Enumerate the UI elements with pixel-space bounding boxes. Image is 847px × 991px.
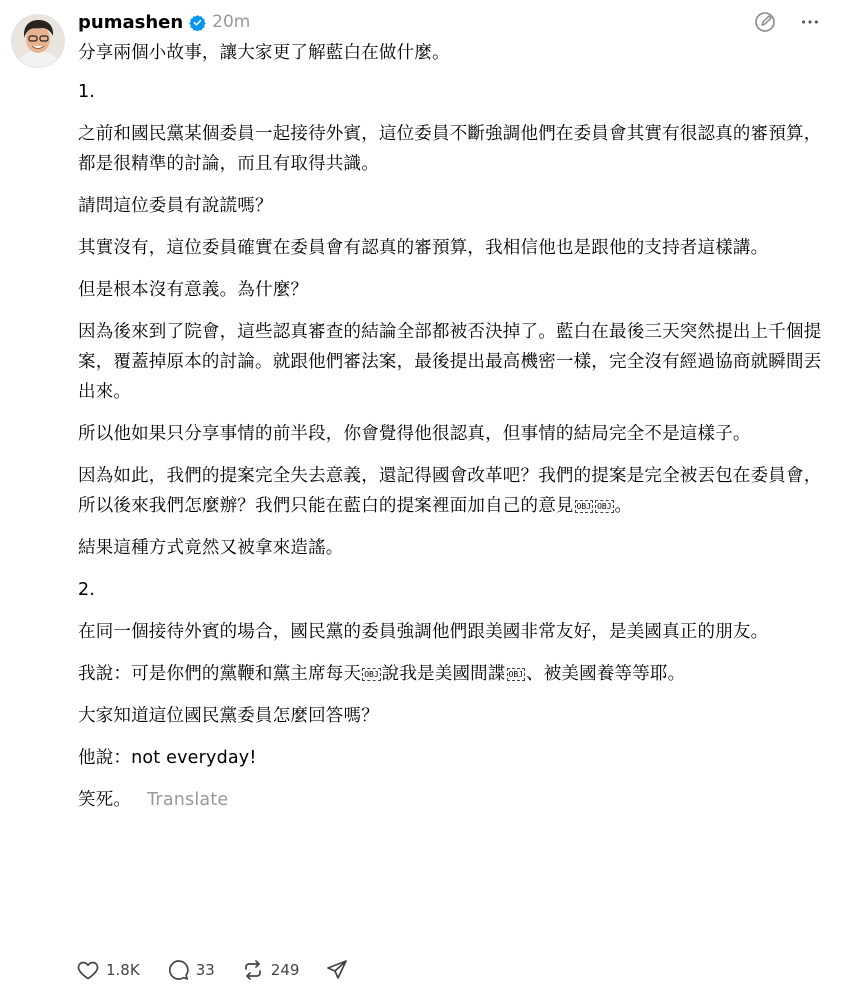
edit-icon[interactable] [753,10,777,34]
post-text: 笑死。 [78,790,132,810]
post-paragraph: 在同一個接待外賓的場合，國民黨的委員強調他們跟美國非常友好，是美國真正的朋友。 [78,622,769,642]
object-placeholder-icon: OBJ [597,501,612,511]
avatar[interactable] [12,15,64,67]
repost-button[interactable] [241,958,300,982]
post-timestamp: 20m [212,12,251,32]
post-paragraph: 分享兩個小故事，讓大家更了解藍白在做什麼。 [78,43,450,63]
header-actions [753,10,821,34]
reply-count: 33 [195,961,215,979]
verified-badge-icon [189,14,206,31]
post-paragraph: 他說：not everyday! [78,748,257,768]
share-button[interactable] [325,958,349,982]
comment-icon [166,958,190,982]
repost-icon [241,958,265,982]
post-paragraph: 其實沒有，這位委員確實在委員會有認真的審預算，我相信他也是跟他的支持者這樣講。 [78,238,769,258]
like-button[interactable] [76,958,140,982]
send-icon [325,958,349,982]
post-paragraph: 1. [78,82,96,102]
post-paragraph [78,461,828,521]
post-paragraph: 所以他如果只分享事情的前半段，你會覺得他很認真，但事情的結局完全不是這樣子。 [78,424,751,444]
post-paragraph: 但是根本沒有意義。為什麼？ [78,280,309,300]
more-options-icon[interactable] [799,11,821,33]
object-placeholder-icon: OBJ [576,501,592,511]
like-count: 1.8K [106,961,140,979]
reply-button[interactable] [166,958,215,982]
heart-icon [76,958,100,982]
post-text: 因為如此，我們的提案完全失去意義，還記得國會改革吧？我們的提案是完全被丟包在委員會，所以後來我們怎麼辦？我們只能在藍白的提案裡面加自己的意見 [78,466,822,516]
username[interactable]: pumashen [78,11,184,33]
post-paragraph: 因為後來到了院會，這些認真審查的結論全部都被否決掉了。藍白在最後三天突然提出上千個提案，覆蓋掉原本的討論。就跟他們審法案，最後提出最高機密一樣，完全沒有經過協商就瞬間丟出來。 [78,322,822,402]
post-paragraph: 大家知道這位國民黨委員怎麼回答嗎？ [78,706,379,726]
post-paragraph: 2. [78,580,96,600]
repost-count: 249 [270,961,300,979]
post-text: 說我是美國間諜 [381,664,506,684]
object-placeholder-icon: OBJ [364,669,379,679]
object-placeholder-icon: OBJ [508,669,524,679]
translate-link[interactable]: Translate [147,790,229,810]
post-paragraph: 結果這種方式竟然又被拿來造謠。 [78,538,344,558]
post-actions [76,958,375,982]
post-paragraph [78,659,828,689]
post-body [78,38,828,827]
post-header [78,8,827,36]
avatar-portrait-icon [12,15,64,67]
post-text: 、被美國養等等耶。 [526,664,686,684]
post-paragraph: 請問這位委員有說謊嗎？ [78,196,273,216]
post-paragraph: 之前和國民黨某個委員一起接待外賓，這位委員不斷強調他們在委員會其實有很認真的審預算，都是很精準的討論，而且有取得共識。 [78,124,822,174]
post-text: 。 [614,496,633,516]
post-text: 我說：可是你們的黨鞭和黨主席每天 [78,664,362,684]
post-paragraph [78,785,828,815]
